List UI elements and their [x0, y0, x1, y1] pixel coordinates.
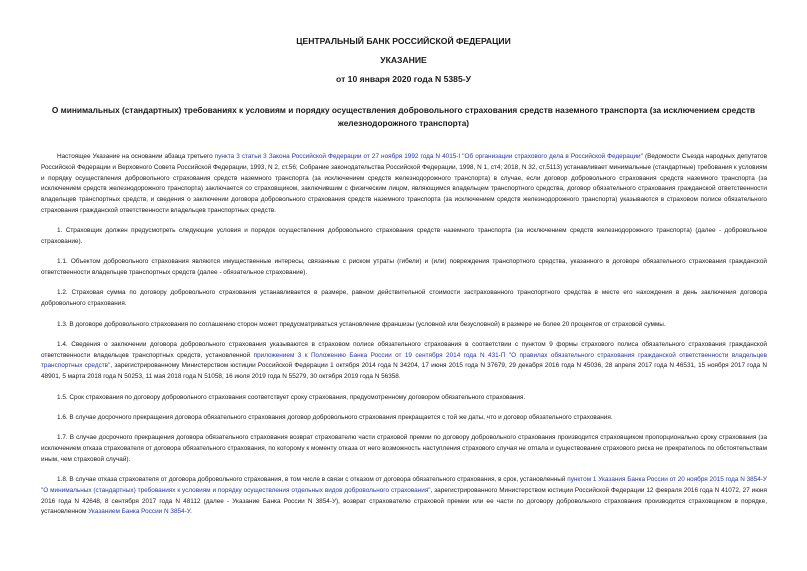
paragraph-1-1: 1.1. Объектом добровольного страхования являются имущественные интересы, связанные с риском утраты (гибели) и (или) повреждения транспортного средства, указанного в договоре обязательного страхования гражданской ответственности владельцев транспортных средств (далее - обязательное страхование). [41, 258, 767, 277]
directive-3854u-link[interactable]: пунктом 1 Указания Банка России от 20 ноября 2015 года N 3854-У "О минимальных (стандартных) требованиях к условиям и порядку осуществления отдельных видов добровольного страхования" [41, 476, 767, 494]
p18-text-b: , зарегистрированного Министерством юстиции Российской Федерации 12 февраля 2016 года N 41072, 27 июня 2016 года N 42648, 8 сентября 2017 года N 48112 (далее - Указание Банка России N 3854-У), возврат страхователю страховой премии или ее части по договору добровольного страхования производится страховщиком в порядке, установленном [41, 486, 768, 516]
paragraph-1: 1. Страховщик должен предусмотреть следующие условия и порядок осуществления добровольного страхования средств наземного транспорта (за исключением средств железнодорожного транспорта) (далее - добровольное страхование). [41, 227, 767, 246]
intro-paragraph [41, 152, 767, 217]
regulation-431p-link[interactable]: приложением 3 к Положению Банка России от 19 сентября 2014 года N 431-П "О правилах обязательного страхования гражданской ответственности владельцев транспортных средств" [41, 351, 767, 370]
paragraph-1-5: 1.5. Срок страхования по договору добровольного страхования соответствует сроку страхования, предусмотренному договором обязательного страхования. [57, 393, 526, 401]
law-link[interactable]: пункта 3 статьи 3 Закона Российской Федерации от 27 ноября 1992 года N 4015-I "Об организации страхового дела в Российской Федерации" [214, 153, 643, 160]
directive-3854u-short-link[interactable]: Указанием Банка России N 3854-У [88, 508, 190, 516]
p14-text-a: 1.4. Сведения о заключении договора добровольного страхования указываются в страховом полисе обязательного страхования в соответствии с пунктом 9 формы страхового полиса обязательного страхования гражданской ответственности владельцев транспортных средств, установленной [41, 340, 767, 359]
document-type-heading: УКАЗАНИЕ [380, 55, 427, 65]
paragraph-1-7: 1.7. В случае досрочного прекращения договора обязательного страхования возврат страхователю части страховой премии по договору добровольного страхования производится страховщиком пропорционально сроку страхования (за исключением отказа страхователя от договора обязательного страхования, по которому к моменту отказа от него возможность наступления страхового случая не отпала и существование страхового риска не прекратилось по обстоятельствам иным, чем страховой случай). [41, 434, 767, 463]
p14-text-b: , зарегистрированному Министерством юстиции Российской Федерации 1 октября 2014 года N 34204, 17 июня 2015 года N 37679, 29 декабря 2016 года N 45036, 28 апреля 2017 года N 46531, 15 ноября 2017 года N 48901, 5 марта 2018 года N 50253, 11 мая 2018 года N 51058, 16 июля 2019 года N 55279, 30 октября 2019 года N 56358. [41, 362, 768, 381]
document-date-number: от 10 января 2020 года N 5385-У [336, 74, 471, 84]
paragraph-1-4 [41, 340, 767, 383]
document-title: О минимальных (стандартных) требованиях к условиям и порядку осуществления добровольного страхования средств наземного транспорта (за исключением средств железнодорожного транспорта) [51, 105, 756, 128]
p18-text-a: 1.8. В случае отказа страхователя от договора добровольного страхования, в том числе в связи с отказом от договора обязательного страхования, в срок, установленный [57, 476, 568, 484]
intro-text-a: Настоящее Указание на основании абзаца третьего [57, 153, 215, 160]
issuer-heading: ЦЕНТРАЛЬНЫЙ БАНК РОССИЙСКОЙ ФЕДЕРАЦИИ [296, 36, 511, 46]
paragraph-1-8 [41, 475, 767, 518]
document-body [41, 152, 767, 528]
paragraph-1-2: 1.2. Страховая сумма по договору добровольного страхования устанавливается в размере, равном действительной стоимости застрахованного транспортного средства в месте его нахождения в день заключения договора добровольного страхования. [41, 289, 767, 308]
paragraph-1-6: 1.6. В случае досрочного прекращения договора обязательного страхования договор добровольного страхования прекращается с той же даты, что и договор обязательного страхования. [57, 413, 613, 421]
paragraph-1-3: 1.3. В договоре добровольного страхования по соглашению сторон может предусматриваться установление франшизы (условной или безусловной) в размере не более 20 процентов от страховой суммы. [57, 320, 666, 328]
intro-text-b: (Ведомости Съезда народных депутатов Российской Федерации и Верховного Совета Российской Федерации, 1993, N 2, ст.56; Собрание законодательства Российской Федерации, 1998, N 1, ст4; 2018, N 32, ст.5113) устанавливает минимальные (стандартные) требования к условиям и порядку осуществления добровольного страхования средств наземного транспорта (за исключением средств железнодорожного транспорта) в случае, если договор добровольного страхования средств наземного транспорта (за исключением средств железнодорожного транспорта) заключается со страховщиком, заключившим с физическим лицом, являющимся владельцем транспортного средства, договор обязательного страхования гражданской ответственности владельцев транспортных средств, и сведения о заключении договора добровольного страхования средств наземного транспорта (за исключением средств железнодорожного транспорта) указываются в страховом полисе обязательного страхования гражданской ответственности владельцев транспортных средств. [41, 153, 768, 214]
p18-text-c: . [189, 508, 192, 516]
